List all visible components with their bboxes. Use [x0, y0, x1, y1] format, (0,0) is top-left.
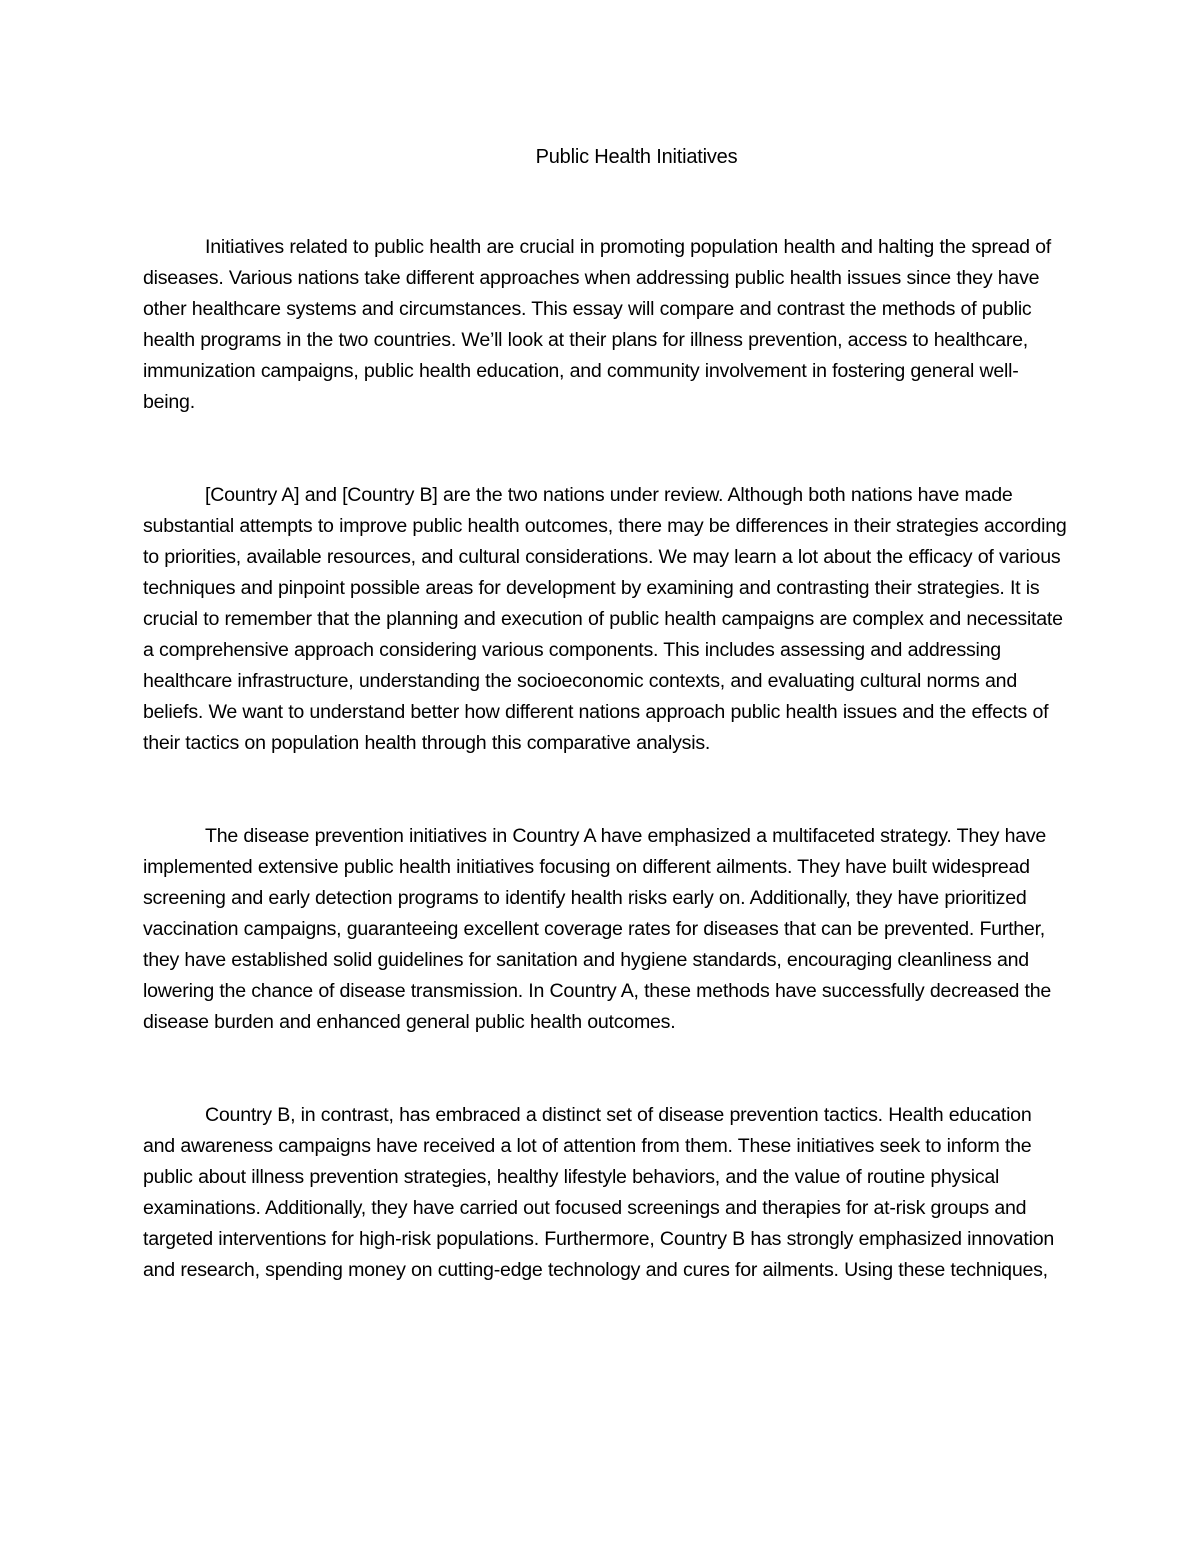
paragraph-country-b: Country B, in contrast, has embraced a distinct set of disease prevention tactics. Health education and awareness campaigns have received a lot of attention from them. These initiatives seek to inform the public about illness prevention strategies, healthy lifestyle behaviors, and the value of routine physical examinations. Additionally, they have carried out focused screenings and therapies for at-risk groups and targeted interventions for high-risk populations. Furthermore, Country B has strongly emphasized innovation and research, spending money on cutting-edge technology and cures for ailments. Using these techniques, — [143, 1104, 1054, 1281]
document-body — [143, 232, 1068, 1286]
paragraph-countries-overview: [Country A] and [Country B] are the two nations under review. Although both nations have made substantial attempts to improve public health outcomes, there may be differences in their strategies according to priorities, available resources, and cultural considerations. We may learn a lot about the efficacy of various techniques and pinpoint possible areas for development by examining and contrasting their strategies. It is crucial to remember that the planning and execution of public health campaigns are complex and necessitate a comprehensive approach considering various components. This includes assessing and addressing healthcare infrastructure, understanding the socioeconomic contexts, and evaluating cultural norms and beliefs. We want to understand better how different nations approach public health issues and the effects of their tactics on population health through this comparative analysis. — [143, 484, 1067, 754]
paragraph-country-a: The disease prevention initiatives in Country A have emphasized a multifaceted strategy. They have implemented extensive public health initiatives focusing on different ailments. They have built widespread screening and early detection programs to identify health risks early on. Additionally, they have prioritized vaccination campaigns, guaranteeing excellent coverage rates for diseases that can be prevented. Further, they have established solid guidelines for sanitation and hygiene standards, encouraging cleanliness and lowering the chance of disease transmission. In Country A, these methods have successfully decreased the disease burden and enhanced general public health outcomes. — [143, 825, 1052, 1033]
page-title: Public Health Initiatives — [535, 146, 738, 168]
paragraph-intro: Initiatives related to public health are crucial in promoting population health and halting the spread of diseases. Various nations take different approaches when addressing public health issues since they have other healthcare systems and circumstances. This essay will compare and contrast the methods of public health programs in the two countries. We’ll look at their plans for illness prevention, access to healthcare, immunization campaigns, public health education, and community involvement in fostering general well-being. — [143, 236, 1051, 413]
